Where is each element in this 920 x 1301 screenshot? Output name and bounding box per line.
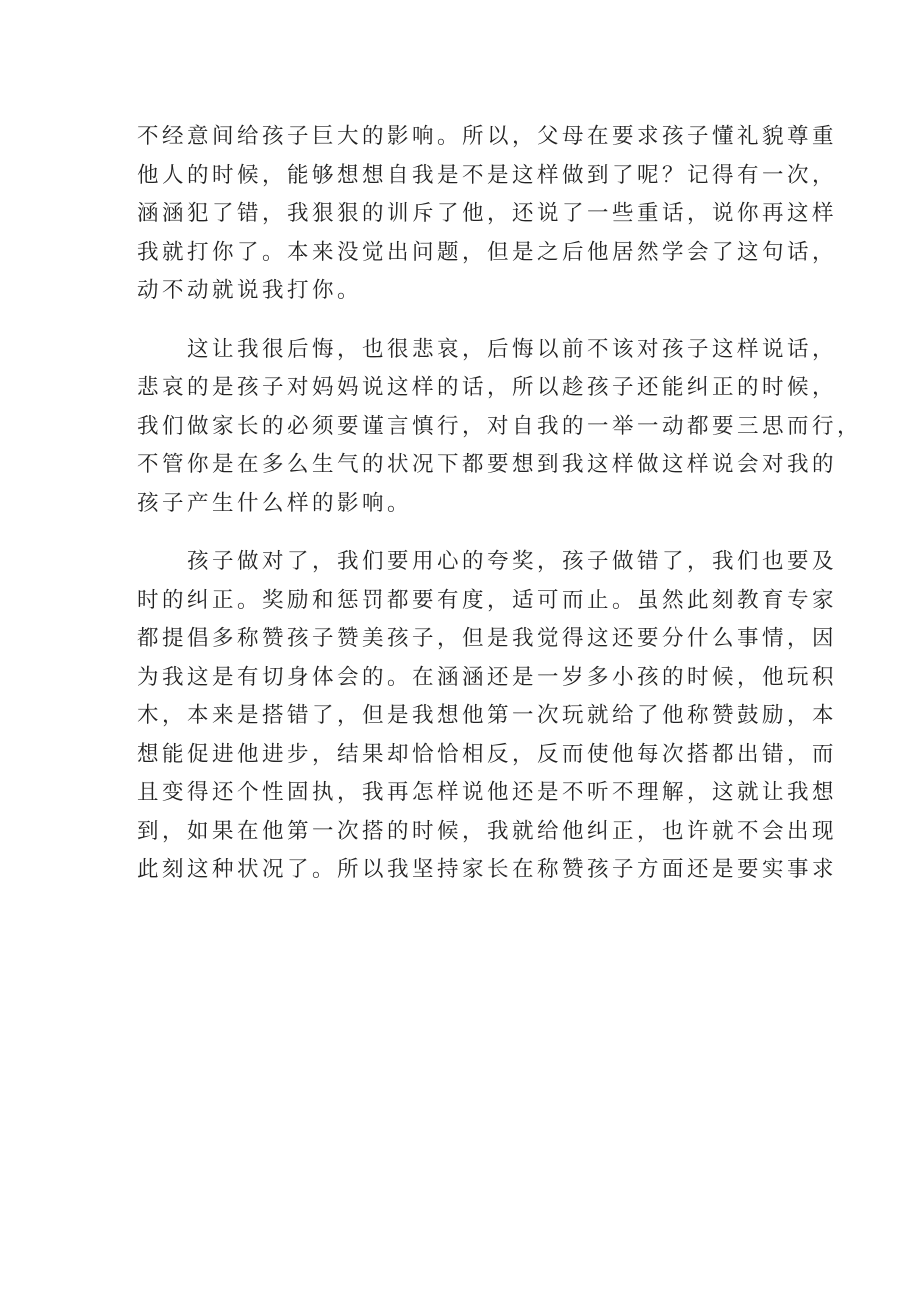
paragraph-line: 想能促进他进步，结果却恰恰相反，反而使他每次搭都出错，而 (137, 741, 838, 767)
paragraph-line: 我就打你了。本来没觉出问题，但是之后他居然学会了这句话， (137, 239, 838, 265)
paragraph-1 (137, 118, 838, 311)
paragraph-3 (137, 543, 838, 890)
paragraph-line: 为我这是有切身体会的。在涵涵还是一岁多小孩的时候，他玩积 (137, 664, 838, 690)
paragraph-line: 此刻这种状况了。所以我坚持家长在称赞孩子方面还是要实事求 (137, 857, 838, 882)
paragraph-line: 不管你是在多么生气的状况下都要想到我这样做这样说会对我的 (137, 452, 838, 477)
paragraph-line: 不经意间给孩子巨大的影响。所以，父母在要求孩子懂礼貌尊重 (137, 124, 838, 149)
paragraph-line: 悲哀的是孩子对妈妈说这样的话，所以趁孩子还能纠正的时候， (137, 375, 838, 400)
paragraph-spacer (137, 311, 797, 331)
paragraph-line: 到，如果在他第一次搭的时候，我就给他纠正，也许就不会出现 (137, 818, 838, 844)
paragraph-line: 他人的时候，能够想想自我是不是这样做到了呢？记得有一次， (137, 162, 838, 188)
paragraph-line: 且变得还个性固执，我再怎样说他还是不听不理解，这就让我想 (137, 780, 838, 805)
paragraph-first-line: 孩子做对了，我们要用心的夸奖，孩子做错了，我们也要及 (187, 549, 838, 574)
paragraph-line: 我们做家长的必须要谨言慎行，对自我的一举一动都要三思而行， (137, 413, 863, 439)
paragraph-line: 动不动就说我打你。 (137, 278, 363, 303)
paragraph-line: 时的纠正。奖励和惩罚都要有度，适可而止。虽然此刻教育专家 (137, 587, 838, 613)
paragraph-first-line: 这让我很后悔，也很悲哀，后悔以前不该对孩子这样说话， (187, 336, 838, 362)
paragraph-line: 孩子产生什么样的影响。 (137, 490, 413, 516)
paragraph-spacer (137, 523, 797, 543)
paragraph-2 (137, 331, 863, 524)
document-body (137, 118, 863, 890)
paragraph-line: 木，本来是搭错了，但是我想他第一次玩就给了他称赞鼓励，本 (137, 703, 838, 728)
paragraph-line: 都提倡多称赞孩子赞美孩子，但是我觉得这还要分什么事情，因 (137, 626, 838, 651)
paragraph-line: 涵涵犯了错，我狠狠的训斥了他，还说了一些重话，说你再这样 (137, 201, 838, 226)
